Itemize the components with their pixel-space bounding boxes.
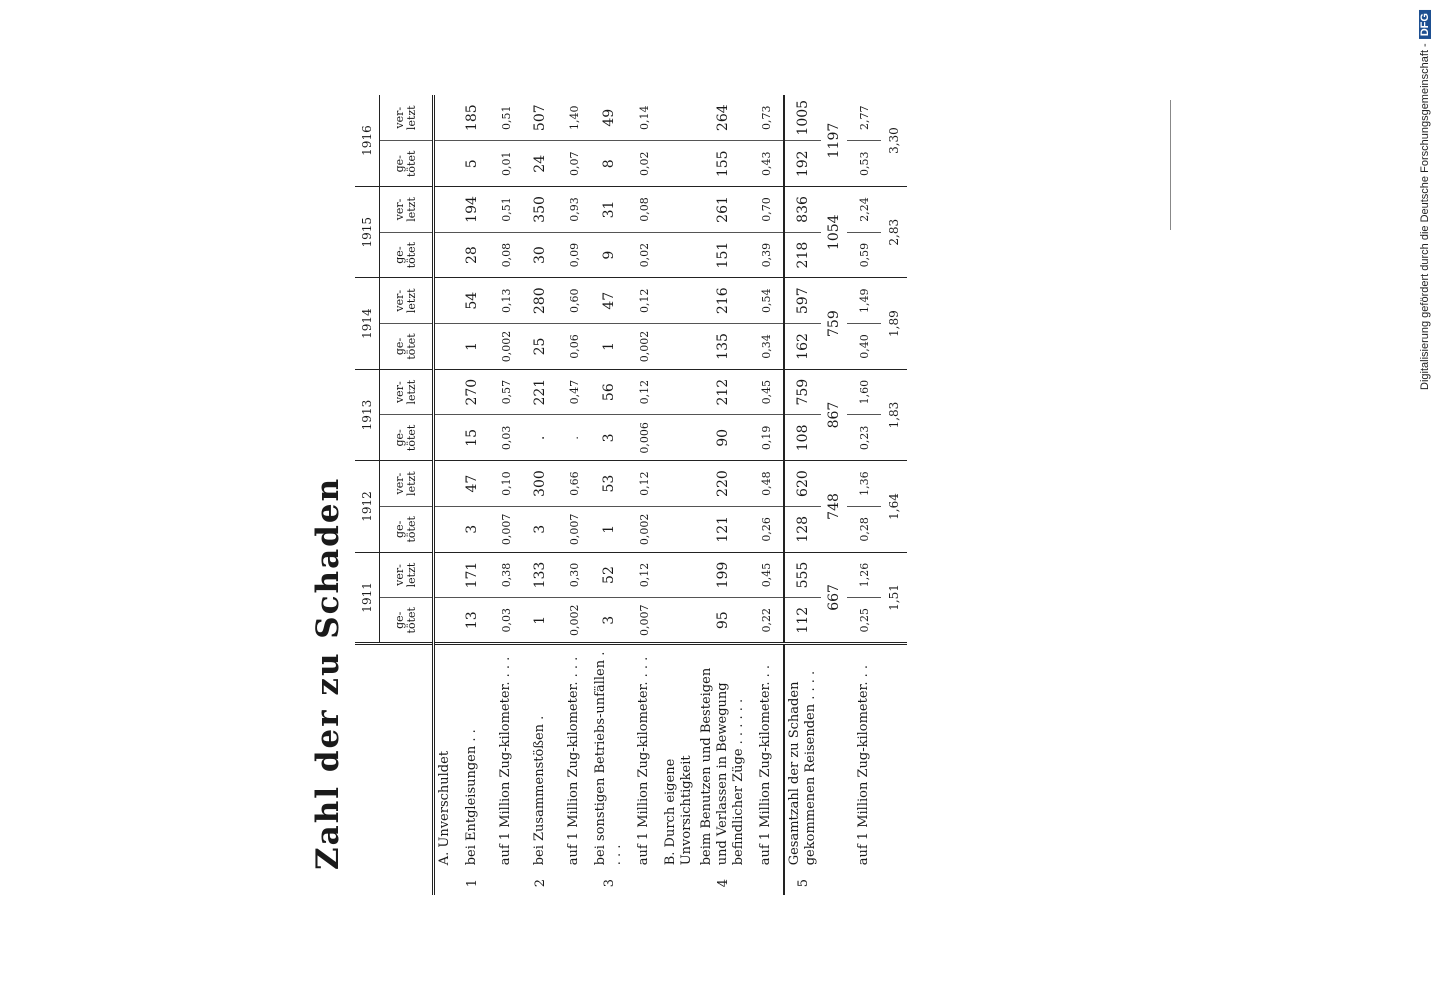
injured-cell: 350	[523, 187, 557, 233]
killed-cell: 0,26	[749, 506, 784, 552]
injured-cell: 0,51	[489, 187, 523, 233]
per-million-total: 3,30	[881, 95, 907, 187]
row-label: bei sonstigen Betriebs-unfällen . . . .	[593, 651, 624, 866]
killed-cell: 0,22	[749, 598, 784, 644]
table-row	[557, 95, 591, 895]
injured-header: ver- letzt	[380, 95, 434, 141]
table-row	[784, 95, 821, 895]
row-label: beim Benutzen und Besteigen und Verlassen in Bewegung befindlicher Züge . . . . . .	[699, 667, 746, 866]
injured-header: ver- letzt	[380, 187, 434, 233]
killed-cell: 0,02	[627, 232, 661, 278]
row-number: 5	[795, 879, 811, 888]
injured-cell: 185	[455, 95, 489, 141]
table-row	[489, 95, 523, 895]
killed-cell: 0,28	[847, 506, 881, 552]
injured-cell: 49	[591, 95, 627, 141]
year-header: 1912	[355, 461, 380, 552]
injured-header: ver- letzt	[380, 461, 434, 507]
table-row	[455, 95, 489, 895]
killed-cell: 192	[784, 141, 821, 187]
killed-cell: 0,007	[557, 506, 591, 552]
row-label: auf 1 Million Zug-kilometer. . . .	[498, 656, 513, 866]
killed-cell: 30	[523, 232, 557, 278]
injured-cell: 52	[591, 552, 627, 598]
injured-cell: 759	[784, 369, 821, 415]
injured-cell: 620	[784, 461, 821, 507]
killed-header: ge- tötet	[380, 141, 434, 187]
killed-cell: 3	[523, 506, 557, 552]
injured-cell: 2,77	[847, 95, 881, 141]
row-label: bei Entgleisungen . .	[464, 729, 479, 866]
killed-cell: 0,03	[489, 598, 523, 644]
year-total: 759	[821, 278, 847, 369]
injured-cell: 0,10	[489, 461, 523, 507]
per-million-total: 2,83	[881, 187, 907, 278]
killed-cell: 0,03	[489, 415, 523, 461]
killed-cell: 0,01	[489, 141, 523, 187]
killed-cell: 0,06	[557, 324, 591, 370]
killed-cell: 3	[591, 415, 627, 461]
killed-cell: 0,002	[489, 324, 523, 370]
dfg-logo: DFG	[1419, 10, 1431, 39]
row-number	[489, 871, 523, 895]
killed-cell: 95	[697, 598, 749, 644]
row-label: Gesamtzahl der zu Schaden gekommenen Reisenden . . . .	[787, 670, 818, 866]
injured-cell: 47	[591, 278, 627, 324]
injured-cell: 0,73	[749, 95, 784, 141]
injured-header: ver- letzt	[380, 278, 434, 324]
killed-cell: 0,002	[627, 506, 661, 552]
year-total: 748	[821, 461, 847, 552]
table-title: Zahl der zu Schaden	[310, 476, 346, 870]
killed-cell: 0,39	[749, 232, 784, 278]
killed-cell: 0,09	[557, 232, 591, 278]
injured-cell: 1,26	[847, 552, 881, 598]
row-number: 2	[532, 879, 548, 888]
injured-cell: 0,45	[749, 369, 784, 415]
killed-cell: 0,59	[847, 232, 881, 278]
killed-cell: 0,43	[749, 141, 784, 187]
injured-cell: 0,60	[557, 278, 591, 324]
injured-cell: 261	[697, 187, 749, 233]
injured-cell: 0,12	[627, 369, 661, 415]
year-total: 1197	[821, 95, 847, 187]
row-number: 1	[464, 879, 480, 888]
killed-cell: 1	[591, 324, 627, 370]
injured-header: ver- letzt	[380, 552, 434, 598]
killed-cell: 112	[784, 598, 821, 644]
killed-cell: 0,34	[749, 324, 784, 370]
injured-cell: 0,54	[749, 278, 784, 324]
injured-cell: 216	[697, 278, 749, 324]
killed-cell: 0,02	[627, 141, 661, 187]
killed-cell: 1	[591, 506, 627, 552]
killed-cell: 15	[455, 415, 489, 461]
killed-cell: 3	[591, 598, 627, 644]
injured-cell: 1,60	[847, 369, 881, 415]
killed-cell: .	[557, 415, 591, 461]
per-million-total: 1,51	[881, 552, 907, 643]
year-total: 667	[821, 552, 847, 643]
table-row	[627, 95, 661, 895]
injured-cell: 53	[591, 461, 627, 507]
killed-cell: 121	[697, 506, 749, 552]
injured-cell: 0,47	[557, 369, 591, 415]
section-b-heading: B. Durch eigene Unvorsichtigkeit	[663, 755, 694, 866]
killed-cell: .	[523, 415, 557, 461]
killed-cell: 151	[697, 232, 749, 278]
killed-cell: 0,007	[489, 506, 523, 552]
per-million-total: 1,83	[881, 369, 907, 460]
injured-cell: 47	[455, 461, 489, 507]
table-row	[591, 95, 627, 895]
injured-cell: 270	[455, 369, 489, 415]
killed-header: ge- tötet	[380, 506, 434, 552]
injured-cell: 0,12	[627, 552, 661, 598]
killed-header: ge- tötet	[380, 232, 434, 278]
injured-cell: 0,48	[749, 461, 784, 507]
killed-cell: 24	[523, 141, 557, 187]
killed-cell: 162	[784, 324, 821, 370]
killed-cell: 3	[455, 506, 489, 552]
injured-cell: 56	[591, 369, 627, 415]
injured-cell: 194	[455, 187, 489, 233]
killed-cell: 9	[591, 232, 627, 278]
year-header: 1914	[355, 278, 380, 369]
killed-cell: 0,40	[847, 324, 881, 370]
table-row	[697, 95, 749, 895]
injured-header: ver- letzt	[380, 369, 434, 415]
injured-cell: 0,14	[627, 95, 661, 141]
killed-cell: 0,006	[627, 415, 661, 461]
killed-cell: 28	[455, 232, 489, 278]
killed-cell: 0,23	[847, 415, 881, 461]
killed-header: ge- tötet	[380, 415, 434, 461]
injured-cell: 212	[697, 369, 749, 415]
injured-cell: 0,66	[557, 461, 591, 507]
injured-cell: 264	[697, 95, 749, 141]
injured-cell: 171	[455, 552, 489, 598]
killed-cell: 0,07	[557, 141, 591, 187]
row-label: auf 1 Million Zug-kilometer. . .	[856, 665, 871, 866]
year-header: 1915	[355, 187, 380, 278]
year-header: 1916	[355, 95, 380, 187]
table-row	[523, 95, 557, 895]
killed-cell: 0,007	[627, 598, 661, 644]
row-number: 4	[715, 879, 731, 888]
rotated-page	[305, 90, 1135, 890]
section-a-heading: A. Unverschuldet	[437, 750, 452, 866]
year-total: 1054	[821, 187, 847, 278]
row-label: bei Zusammenstößen .	[532, 715, 547, 866]
injured-cell: 31	[591, 187, 627, 233]
row-number	[627, 871, 661, 895]
dfg-note-text: Digitalisierung gefördert durch die Deutsche Forschungsgemeinschaft -	[1419, 43, 1431, 390]
margin-rule	[1170, 100, 1171, 230]
killed-cell: 90	[697, 415, 749, 461]
injured-cell: 133	[523, 552, 557, 598]
killed-cell: 5	[455, 141, 489, 187]
killed-cell: 218	[784, 232, 821, 278]
injured-cell: 555	[784, 552, 821, 598]
killed-cell: 0,08	[489, 232, 523, 278]
year-header: 1911	[355, 552, 380, 643]
killed-cell: 0,002	[627, 324, 661, 370]
injured-cell: 836	[784, 187, 821, 233]
killed-cell: 1	[455, 324, 489, 370]
injured-cell: 0,57	[489, 369, 523, 415]
killed-cell: 0,19	[749, 415, 784, 461]
injured-cell: 220	[697, 461, 749, 507]
killed-cell: 1	[523, 598, 557, 644]
injured-cell: 300	[523, 461, 557, 507]
injured-cell: 1005	[784, 95, 821, 141]
injured-cell: 0,13	[489, 278, 523, 324]
row-label: auf 1 Million Zug-kilometer. . .	[758, 665, 773, 866]
injured-cell: 597	[784, 278, 821, 324]
killed-cell: 8	[591, 141, 627, 187]
killed-header: ge- tötet	[380, 324, 434, 370]
killed-cell: 0,53	[847, 141, 881, 187]
killed-cell: 0,25	[847, 598, 881, 644]
injured-cell: 0,51	[489, 95, 523, 141]
injured-cell: 54	[455, 278, 489, 324]
per-million-total: 1,64	[881, 461, 907, 552]
row-number: 3	[601, 879, 617, 888]
table-row	[749, 95, 784, 895]
injured-cell: 1,49	[847, 278, 881, 324]
injured-cell: 199	[697, 552, 749, 598]
killed-cell: 13	[455, 598, 489, 644]
table-body	[434, 95, 908, 895]
injured-cell: 2,24	[847, 187, 881, 233]
killed-cell: 0,002	[557, 598, 591, 644]
killed-cell: 108	[784, 415, 821, 461]
injured-cell: 0,38	[489, 552, 523, 598]
injured-cell: 0,30	[557, 552, 591, 598]
injured-cell: 0,08	[627, 187, 661, 233]
killed-cell: 135	[697, 324, 749, 370]
row-label: auf 1 Million Zug-kilometer. . . .	[566, 656, 581, 866]
killed-cell: 155	[697, 141, 749, 187]
injured-cell: 0,12	[627, 461, 661, 507]
injured-cell: 0,45	[749, 552, 784, 598]
dfg-note	[1419, 10, 1431, 390]
year-header: 1913	[355, 369, 380, 460]
injured-cell: 1,36	[847, 461, 881, 507]
row-label: auf 1 Million Zug-kilometer. . . .	[636, 656, 651, 866]
killed-cell: 25	[523, 324, 557, 370]
row-number	[749, 871, 784, 895]
year-total: 867	[821, 369, 847, 460]
injured-cell: 0,70	[749, 187, 784, 233]
injured-cell: 1,40	[557, 95, 591, 141]
killed-header: ge- tötet	[380, 598, 434, 644]
per-million-total: 1,89	[881, 278, 907, 369]
injured-cell: 507	[523, 95, 557, 141]
injured-cell: 280	[523, 278, 557, 324]
killed-cell: 128	[784, 506, 821, 552]
injured-cell: 0,12	[627, 278, 661, 324]
casualty-table	[355, 95, 907, 895]
injured-cell: 0,93	[557, 187, 591, 233]
row-number	[557, 871, 591, 895]
injured-cell: 221	[523, 369, 557, 415]
